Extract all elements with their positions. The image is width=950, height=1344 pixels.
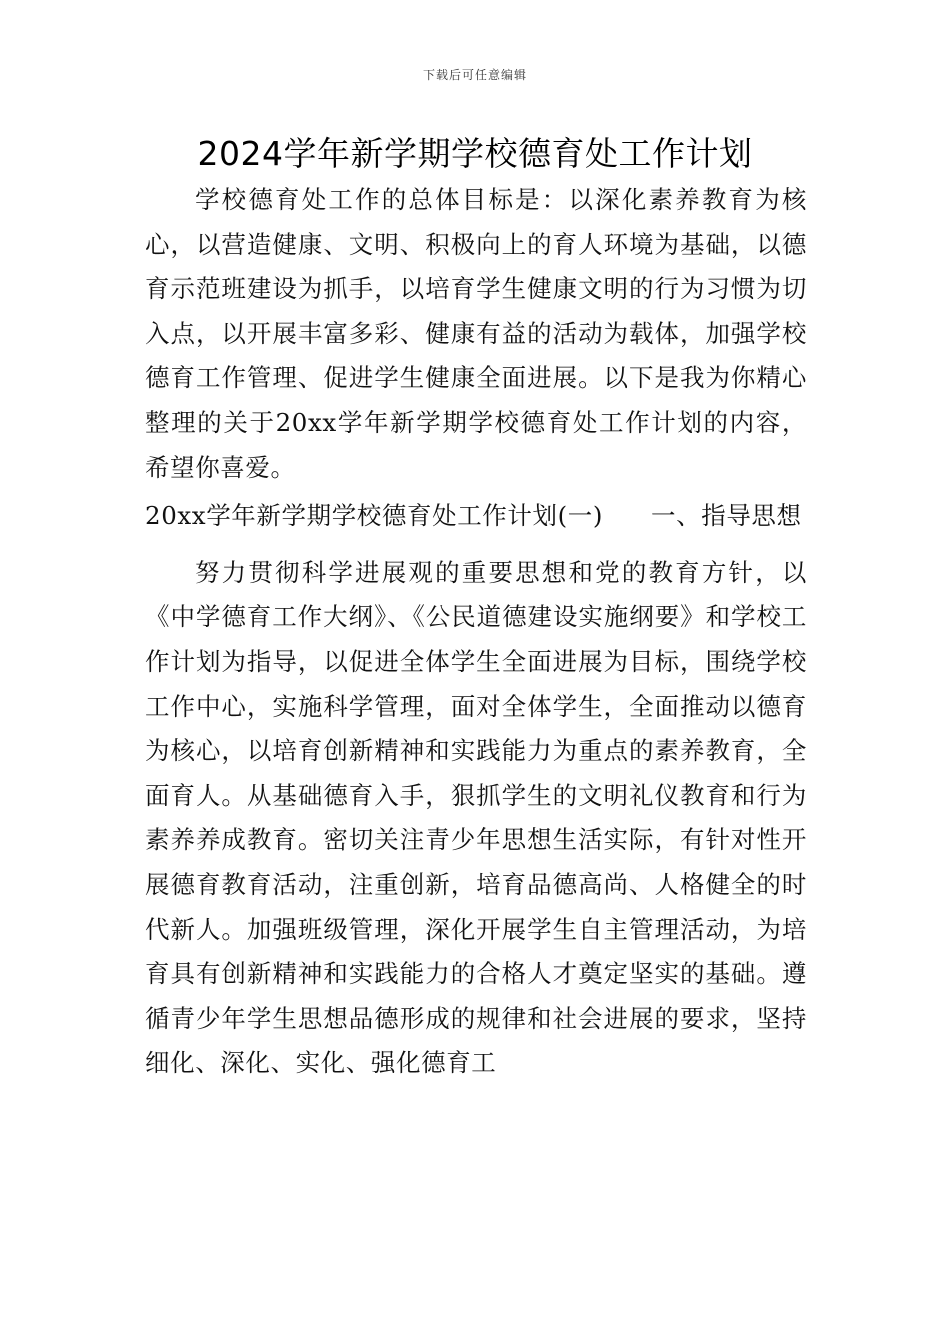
document-body: [145, 178, 807, 1086]
guiding-ideology-paragraph: 努力贯彻科学进展观的重要思想和党的教育方针，以《中学德育工作大纲》、《公民道德建设实施纲要》和学校工作计划为指导，以促进全体学生全面进展为目标，围绕学校工作中心，实施科学管理，面对全体学生，全面推动以德育为核心，以培育创新精神和实践能力为重点的素养教育，全面育人。从基础德育入手，狠抓学生的文明礼仪教育和行为素养养成教育。密切关注青少年思想生活实际，有针对性开展德育教育活动，注重创新，培育品德高尚、人格健全的时代新人。加强班级管理，深化开展学生自主管理活动，为培育具有创新精神和实践能力的合格人才奠定坚实的基础。遵循青少年学生思想品德形成的规律和社会进展的要求，坚持细化、深化、实化、强化德育工: [145, 557, 807, 1078]
header-note: 下载后可任意编辑: [422, 68, 527, 82]
document-title: 2024学年新学期学校德育处工作计划: [197, 134, 753, 173]
section-heading: [145, 494, 807, 539]
section-subtitle: 一、指导思想: [651, 501, 802, 531]
intro-paragraph: 学校德育处工作的总体目标是：以深化素养教育为核心，以营造健康、文明、积极向上的育人环境为基础，以德育示范班建设为抓手，以培育学生健康文明的行为习惯为切入点，以开展丰富多彩、健康有益的活动为载体，加强学校德育工作管理、促进学生健康全面进展。以下是我为你精心整理的关于20xx学年新学期学校德育处工作计划的内容，希望你喜爱。: [145, 185, 807, 482]
section-title: 20xx学年新学期学校德育处工作计划(一): [145, 501, 604, 531]
